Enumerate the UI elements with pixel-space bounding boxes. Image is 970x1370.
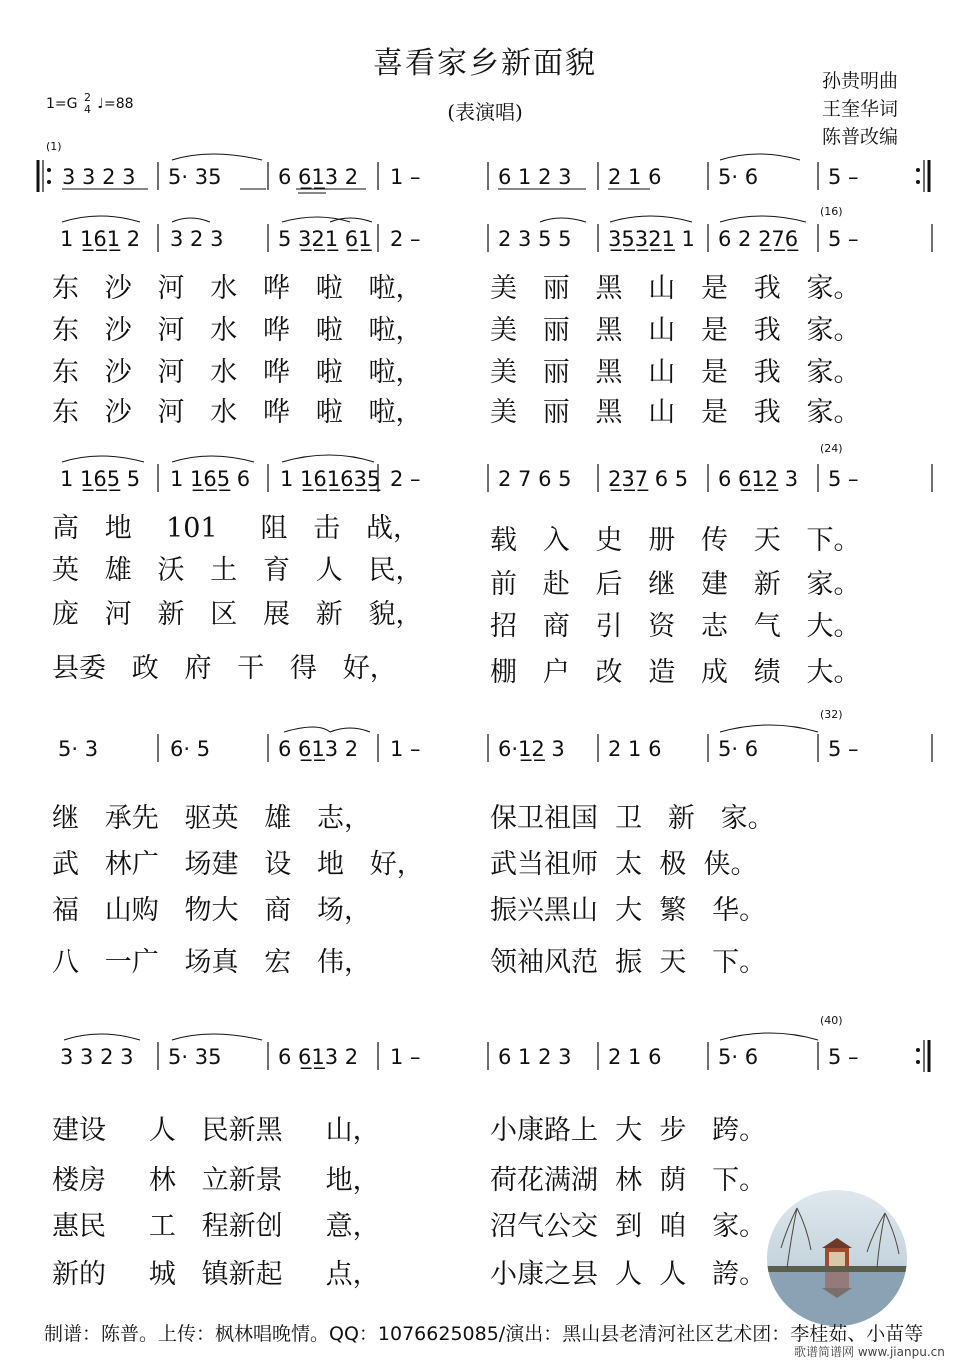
beams xyxy=(62,189,650,193)
measure-13: 2 3 5 5 xyxy=(498,227,572,251)
verse4-line3-b: 领袖风范 振 天 下。 xyxy=(490,947,767,978)
verse2-line4-a: 楼房 林 立新景 地， xyxy=(52,1165,380,1196)
verse1-line4-a: 建设 人 民新黑 山， xyxy=(52,1115,380,1146)
verse3-line3-a: 福 山购 物大 商 场， xyxy=(52,895,371,926)
verse3-line2-b: 招 商 引 资 志 气 大。 xyxy=(490,611,861,642)
measure-18: 1 1̲6̲5̲ 6 xyxy=(170,467,251,491)
slurs xyxy=(62,455,374,462)
measure-11: 5 3̲2̲1̲ 6̲1̲ xyxy=(278,227,372,251)
verse3-line4-b: 沼气公交 到 咱 家。 xyxy=(490,1211,767,1242)
verse1-line2-a: 高 地 101 阻 击 战， xyxy=(52,513,421,544)
measure-1: 3 3 2 3 xyxy=(62,165,136,189)
measure-21: 2 7 6 5 xyxy=(498,467,572,491)
repeat-end-sign xyxy=(916,160,929,192)
measure-number-1: (1) xyxy=(46,140,62,153)
measure-40: 5 – xyxy=(828,1045,859,1069)
verse2-line1-a: 东 沙 河 水 哗 啦 啦， xyxy=(52,315,423,346)
verse4-line2-a: 县委 政 府 干 得 好， xyxy=(52,653,397,684)
verse4-line2-b: 棚 户 改 造 成 绩 大。 xyxy=(490,657,861,688)
time-top: 2 xyxy=(83,91,91,104)
footer-credits: 制谱：陈普。上传：枫林唱晚情。QQ：1076625085/演出：黑山县老清河社区艺术团：李桂茹、小苗等 xyxy=(44,1323,924,1345)
measure-8: 5 – xyxy=(828,165,859,189)
verse2-line1-b: 美 丽 黑 山 是 我 家。 xyxy=(490,315,861,346)
tempo-mark: ♩=88 xyxy=(97,96,134,112)
measure-10: 3 2 3 xyxy=(170,227,224,251)
slurs xyxy=(62,216,806,222)
measure-16: 5 – xyxy=(828,227,859,251)
verse4-line4-b: 小康之县 人 人 誇。 xyxy=(490,1259,767,1290)
slurs xyxy=(64,1033,818,1040)
repeat-start-sign xyxy=(38,160,51,192)
note-group xyxy=(62,165,859,190)
verse3-line3-b: 振兴黑山 大 繁 华。 xyxy=(490,895,767,926)
lyricist-credit: 王奎华词 xyxy=(822,98,899,120)
measure-22: 2̲3̲7̲ 6 5 xyxy=(608,467,689,491)
notation-line-5 xyxy=(0,1032,970,1082)
measure-2: 5· 35 xyxy=(168,165,222,189)
verse2-line3-b: 武当祖师 太 极 侠。 xyxy=(490,849,758,880)
measure-number-24: (24) xyxy=(820,442,843,455)
measure-number-40: (40) xyxy=(820,1014,843,1027)
measure-24: 5 – xyxy=(828,467,859,491)
note-group xyxy=(60,1045,859,1070)
measure-36: 1 – xyxy=(390,1045,421,1069)
verse3-line4-a: 惠民 工 程新创 意， xyxy=(52,1211,380,1242)
verse3-line1-b: 美 丽 黑 山 是 我 家。 xyxy=(490,357,861,388)
measure-12: 2 – xyxy=(390,227,421,251)
verse4-line4-a: 新的 城 镇新起 点， xyxy=(52,1259,380,1290)
time-signature xyxy=(84,92,91,116)
measure-19: 1 1̲6̲1̲6̲3̲5̲ xyxy=(280,467,381,491)
measure-26: 6· 5 xyxy=(170,737,211,761)
pavilion-photo xyxy=(767,1188,907,1328)
note-group xyxy=(58,737,859,762)
verse1-line3-a: 继 承先 驱英 雄 志， xyxy=(52,803,371,834)
measure-30: 2 1 6 xyxy=(608,737,662,761)
measure-28: 1 – xyxy=(390,737,421,761)
measure-7: 5· 6 xyxy=(718,165,759,189)
measure-15: 6 2 2̲7̲6̲ xyxy=(718,227,799,251)
composer-credit: 孙贵明曲 xyxy=(822,70,899,92)
measure-3: 6 6̲1̲3 2 xyxy=(278,165,359,189)
note-group xyxy=(60,467,859,492)
measure-33: 3 3 2 3 xyxy=(60,1045,134,1069)
measure-31: 5· 6 xyxy=(718,737,759,761)
notation-line-3 xyxy=(0,454,970,504)
verse1-line4-b: 小康路上 大 步 跨。 xyxy=(490,1115,767,1146)
arranger-credit: 陈普改编 xyxy=(822,126,899,148)
measure-14: 3̲5̲3̲2̲1̲ 1 xyxy=(608,227,695,251)
measure-32: 5 – xyxy=(828,737,859,761)
repeat-end-sign xyxy=(916,1040,929,1072)
measure-number-32: (32) xyxy=(820,708,843,721)
verse1-line2-b: 载 入 史 册 传 天 下。 xyxy=(490,525,861,556)
key-label: 1=G xyxy=(46,96,78,112)
measure-17: 1 1̲6̲5̲ 5 xyxy=(60,467,141,491)
measure-38: 2 1 6 xyxy=(608,1045,662,1069)
measure-37: 6 1 2 3 xyxy=(498,1045,572,1069)
measure-39: 5· 6 xyxy=(718,1045,759,1069)
slurs xyxy=(284,725,818,732)
measure-6: 2 1 6 xyxy=(608,165,662,189)
verse1-line1-a: 东 沙 河 水 哗 啦 啦， xyxy=(52,273,423,304)
verse2-line3-a: 武 林广 场建 设 地 好， xyxy=(52,849,424,880)
site-watermark: 歌谱简谱网 www.jianpu.cn xyxy=(794,1345,945,1359)
measure-4: 1 – xyxy=(390,165,421,189)
measure-20: 2 – xyxy=(390,467,421,491)
note-group xyxy=(60,227,859,252)
verse4-line3-a: 八 一广 场真 宏 伟， xyxy=(52,947,371,978)
key-signature xyxy=(46,92,134,116)
verse1-line3-b: 保卫祖国 卫 新 家。 xyxy=(490,803,775,834)
measure-27: 6 6̲1̲3 2 xyxy=(278,737,359,761)
verse2-line2-b: 前 赴 后 继 建 新 家。 xyxy=(490,569,861,600)
verse1-line1-b: 美 丽 黑 山 是 我 家。 xyxy=(490,273,861,304)
verse2-line4-b: 荷花满湖 林 荫 下。 xyxy=(490,1165,767,1196)
verse3-line1-a: 东 沙 河 水 哗 啦 啦， xyxy=(52,357,423,388)
measure-9: 1 1̲6̲1̲ 2 xyxy=(60,227,141,251)
measure-29: 6·1̲2̲ 3 xyxy=(498,737,565,761)
time-bottom: 4 xyxy=(83,103,91,116)
measure-5: 6 1 2 3 xyxy=(498,165,572,189)
measure-23: 6 6̲1̲2̲ 3 xyxy=(718,467,799,491)
measure-34: 5· 35 xyxy=(168,1045,222,1069)
song-subtitle: (表演唱) xyxy=(447,100,523,124)
verse3-line2-a: 庞 河 新 区 展 新 貌， xyxy=(52,599,423,630)
verse4-line1-b: 美 丽 黑 山 是 我 家。 xyxy=(490,397,861,428)
song-title: 喜看家乡新面貌 xyxy=(373,46,597,81)
slurs xyxy=(172,154,800,160)
notation-line-2 xyxy=(0,214,970,264)
measure-25: 5· 3 xyxy=(58,737,99,761)
measure-35: 6 6̲1̲3 2 xyxy=(278,1045,359,1069)
measure-number-16: (16) xyxy=(820,205,843,218)
notation-line-4 xyxy=(0,724,970,774)
verse4-line1-a: 东 沙 河 水 哗 啦 啦， xyxy=(52,397,423,428)
verse2-line2-a: 英 雄 沃 土 育 人 民， xyxy=(52,555,423,586)
notation-line-1 xyxy=(0,152,970,202)
